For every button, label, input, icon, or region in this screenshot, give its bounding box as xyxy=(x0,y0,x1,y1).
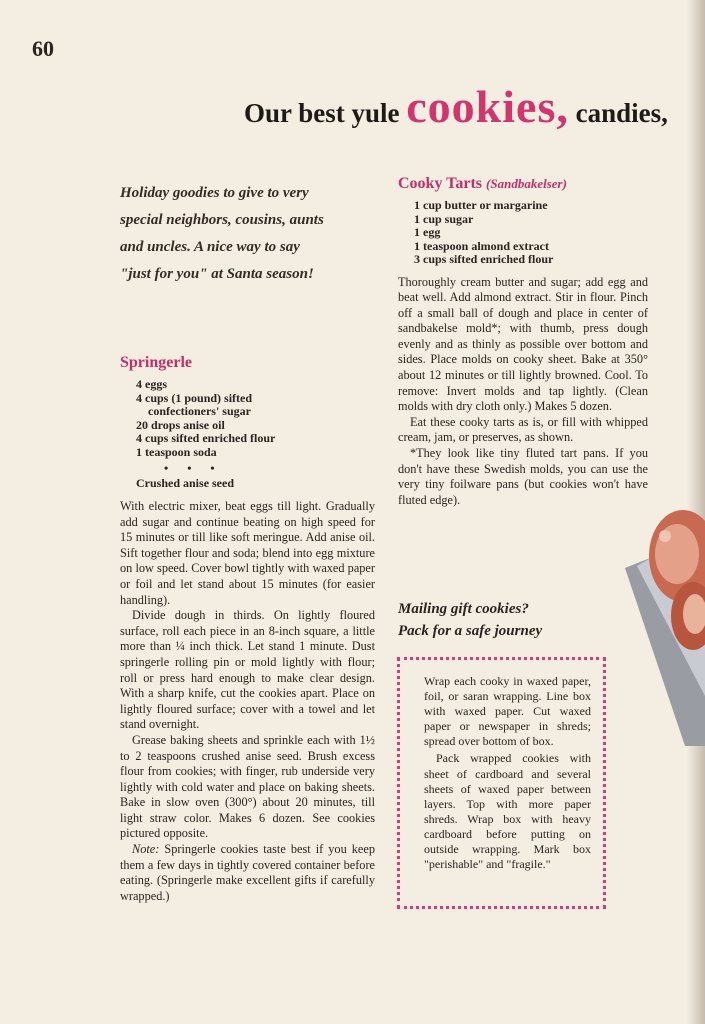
springerle-ingredients xyxy=(136,378,375,459)
headline-highlight: cookies, xyxy=(406,81,569,132)
mailing-heading xyxy=(398,598,618,642)
cooky-tarts-subtitle: (Sandbakelser) xyxy=(486,176,567,191)
instruction-paragraph: Thoroughly cream butter and sugar; add egg and beat well. Add almond extract. Stir in flour. Pinch off a small ball of dough and place in center of sandbakelse mold*; with thumb, press dough evenly and as thinly as possible over bottom and sides. Place molds on cooky sheet. Bake at 350° about 12 minutes or till lightly browned. Cool. To remove: Invert molds and tap lightly. (Clean molds with dry cloth only.) Makes 5 dozen. xyxy=(398,274,648,414)
intro-text xyxy=(120,180,370,288)
instruction-paragraph: Grease baking sheets and sprinkle each with 1½ to 2 teaspoons crushed anise seed. Brush excess flour from cookies; with finger, rub underside very lightly with cold water and place on baking sheets. Bake in slow oven (300°) about 20 minutes, till light straw color. Makes 6 dozen. See cookies pictured opposite. xyxy=(120,732,375,841)
mailing-paragraph: Pack wrapped cookies with sheet of cardboard and several sheets of waxed paper between layers. Top with more paper shreds. Wrap box with heavy cardboard before putting on outside wrapping. Mark box "perishable" and "fragile." xyxy=(424,751,591,872)
ingredient: 1 cup butter or margarine xyxy=(414,198,548,212)
mailing-heading-line: Pack for a safe journey xyxy=(398,623,543,639)
intro-line: "just for you" at Santa season! xyxy=(120,266,314,282)
springerle-recipe xyxy=(120,354,375,904)
instruction-paragraph: With electric mixer, beat eggs till light. Gradually add sugar and continue beating on high speed for 15 minutes or till like soft meringue. Add anise oil. Sift together flour and soda; blend into egg mixture on low speed. Cover bowl tightly with waxed paper or foil and let stand about 15 minutes (for easier handling). xyxy=(120,499,375,607)
ingredient: 3 cups sifted enriched flour xyxy=(414,252,554,266)
springerle-title: Springerle xyxy=(120,354,192,371)
note-paragraph xyxy=(120,842,375,904)
ingredient: 1 teaspoon almond extract xyxy=(414,238,549,253)
separator-dots: • • • xyxy=(164,461,223,475)
cooky-tarts-recipe xyxy=(398,175,648,508)
cooky-tarts-title xyxy=(398,175,648,193)
intro-line: and uncles. A nice way to say xyxy=(120,239,300,255)
page-number: 60 xyxy=(32,36,54,61)
mailing-heading-line: Mailing gift cookies? xyxy=(398,601,529,617)
mailing-paragraph: Wrap each cooky in waxed paper, foil, or saran wrapping. Line box with waxed paper. Cut waxed paper or newspaper in shreds; spread over bottom of box. xyxy=(424,674,591,749)
note-label: Note: xyxy=(132,842,160,857)
ingredient: 20 drops anise oil xyxy=(136,417,225,432)
ingredient: confectioners' sugar xyxy=(148,404,251,418)
cookie-photo xyxy=(615,496,705,746)
ingredient-extra: Crushed anise seed xyxy=(136,476,235,490)
note-text: Springerle cookies taste best if you keep them a few days in tightly covered container before eating. (Springerle make excellent gifts if carefully wrapped.) xyxy=(120,842,375,903)
ingredient: 1 egg xyxy=(414,225,441,239)
intro-line: Holiday goodies to give to very xyxy=(120,185,309,201)
ingredient: 4 eggs xyxy=(136,377,167,391)
headline-part1: Our best yule xyxy=(244,98,407,128)
page-headline xyxy=(244,80,668,133)
cooky-tarts-title-text: Cooky Tarts xyxy=(398,175,483,192)
ingredient: 4 cups (1 pound) sifted xyxy=(136,390,253,405)
ingredient: 1 cup sugar xyxy=(414,211,474,226)
mailing-tips-box xyxy=(397,657,606,909)
footnote-paragraph: *They look like tiny fluted tart pans. If you don't have these Swedish molds, you can use the very tiny foilware pans (but cookies won't have fluted edge). xyxy=(398,446,648,507)
instruction-paragraph: Eat these cooky tarts as is, or fill with whipped cream, jam, or preserves, as shown. xyxy=(398,414,648,445)
cooky-tarts-ingredients xyxy=(414,199,648,267)
ingredient: 1 teaspoon soda xyxy=(136,444,217,459)
ingredient: 4 cups sifted enriched flour xyxy=(136,431,276,445)
headline-part2: candies, xyxy=(568,98,668,128)
instruction-paragraph: Divide dough in thirds. On lightly floured surface, roll each piece in an 8-inch square, a little more than ¼ inch thick. Let stand 1 minute. Dust springerle rolling pin or mold lightly with flour; roll or press hard enough to make clear design. With a sharp knife, cut the cookies apart. Place on lightly floured surface; cover with a towel and let stand overnight. xyxy=(120,608,375,732)
intro-line: special neighbors, cousins, aunts xyxy=(120,212,324,228)
